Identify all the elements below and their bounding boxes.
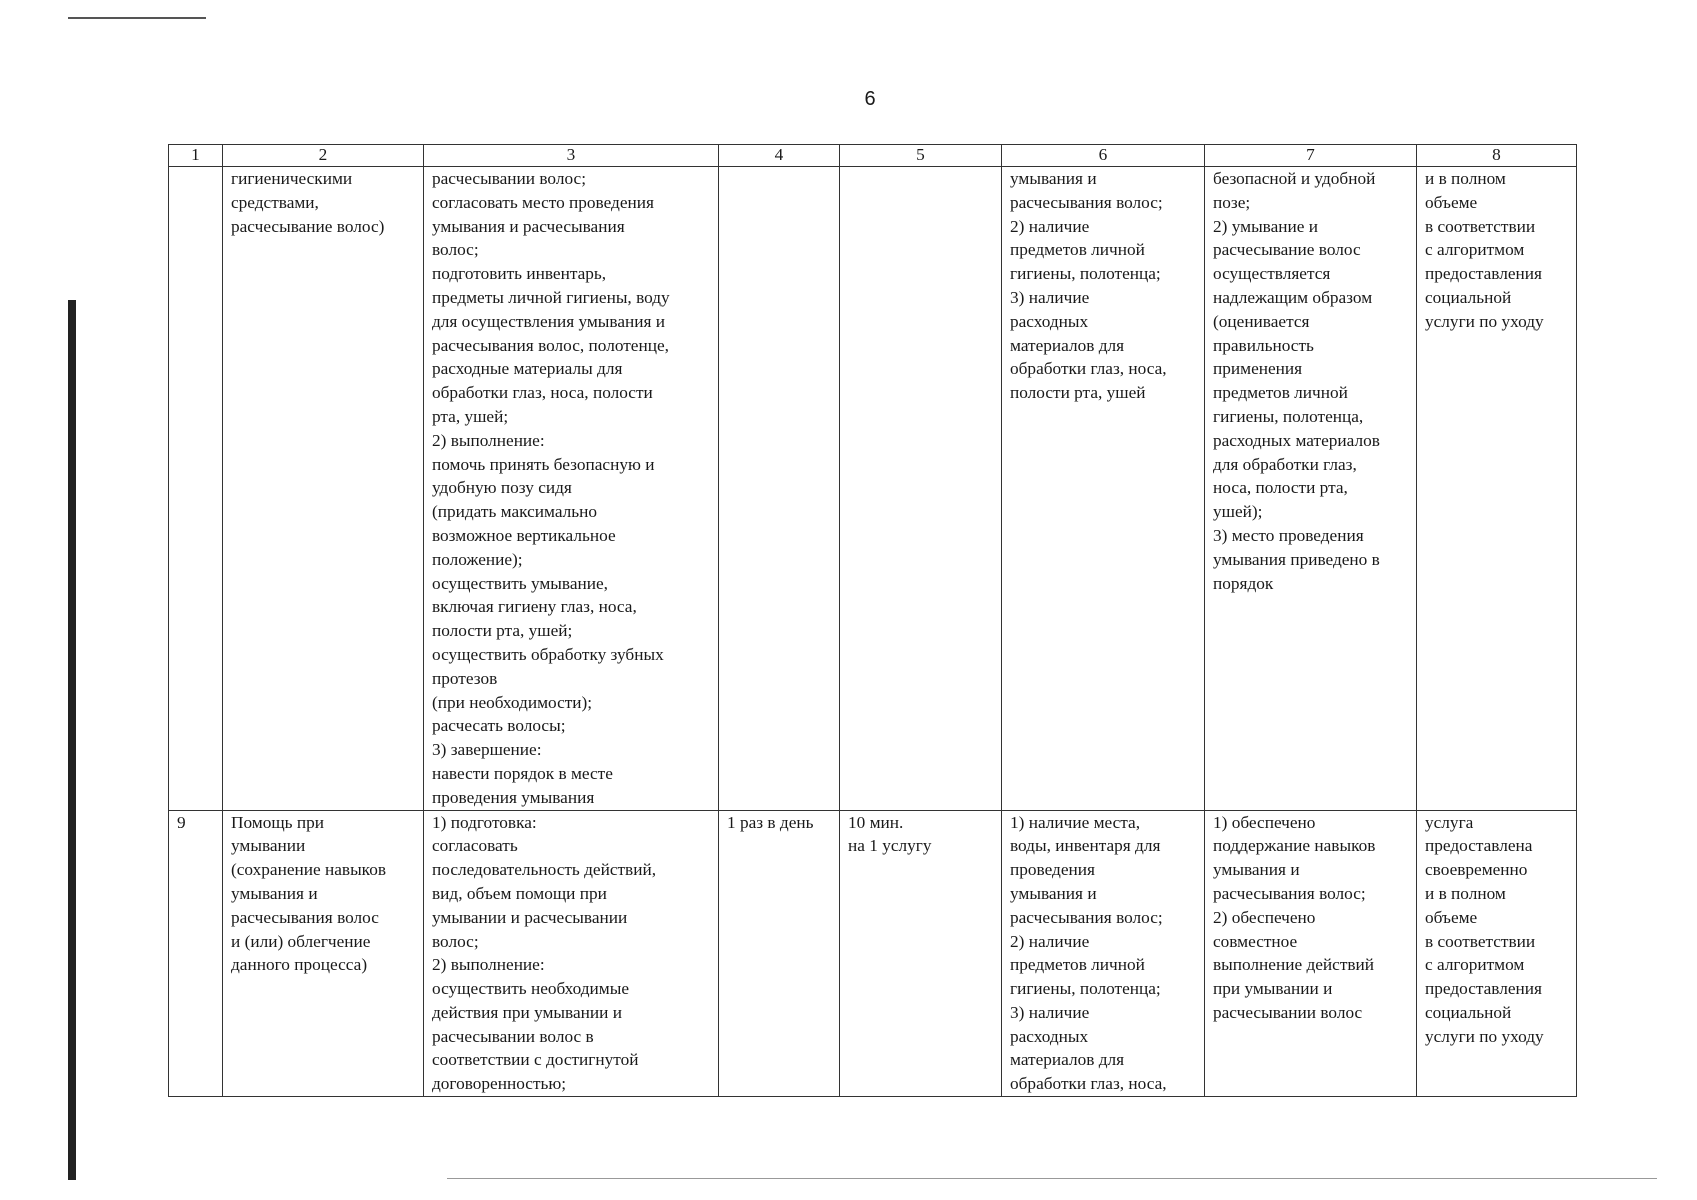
quality-indicators-cell: безопасной и удобной позе; 2) умывание и расчесывание волос осуществляется надлежащим образом (оценивается правильность применения предметов личной гигиены, полотенца, расходных материалов для обработки глаз, носа, полости рта, ушей); 3) место проведения умывания приведено в порядок bbox=[1205, 167, 1417, 811]
table-row bbox=[169, 167, 1577, 811]
conditions-cell: умывания и расчесывания волос; 2) наличие предметов личной гигиены, полотенца; 3) наличие расходных материалов для обработки глаз, носа, полости рта, ушей bbox=[1002, 167, 1205, 811]
column-header: 1 bbox=[169, 145, 223, 167]
column-header: 7 bbox=[1205, 145, 1417, 167]
column-header: 8 bbox=[1417, 145, 1577, 167]
frequency-cell: 1 раз в день bbox=[719, 810, 840, 1097]
column-header: 2 bbox=[223, 145, 424, 167]
service-name-cell: гигиеническими средствами, расчесывание волос) bbox=[223, 167, 424, 811]
column-header: 4 bbox=[719, 145, 840, 167]
page-number: 6 bbox=[864, 88, 876, 110]
column-header: 3 bbox=[424, 145, 719, 167]
row-number-cell bbox=[169, 167, 223, 811]
conditions-cell: 1) наличие места, воды, инвентаря для проведения умывания и расчесывания волос; 2) наличие предметов личной гигиены, полотенца; 3) наличие расходных материалов для обработки глаз, носа, bbox=[1002, 810, 1205, 1097]
column-header: 6 bbox=[1002, 145, 1205, 167]
bottom-rule bbox=[447, 1178, 1657, 1179]
service-table bbox=[168, 144, 1577, 1097]
column-header: 5 bbox=[840, 145, 1002, 167]
service-description-cell: 1) подготовка: согласовать последовательность действий, вид, объем помощи при умывании и расчесывании волос; 2) выполнение: осуществить необходимые действия при умывании и расчесывании волос в соответствии с достигнутой договоренностью; bbox=[424, 810, 719, 1097]
top-rule bbox=[68, 17, 206, 19]
evaluation-cell: услуга предоставлена своевременно и в полном объеме в соответствии с алгоритмом предоставления социальной услуги по уходу bbox=[1417, 810, 1577, 1097]
service-description-cell: расчесывании волос; согласовать место проведения умывания и расчесывания волос; подготовить инвентарь, предметы личной гигиены, воду для осуществления умывания и расчесывания волос, полотенце, расходные материалы для обработки глаз, носа, полости рта, ушей; 2) выполнение: помочь принять безопасную и удобную позу сидя (придать максимально возможное вертикальное положение); осуществить умывание, включая гигиену глаз, носа, полости рта, ушей; осуществить обработку зубных протезов (при необходимости); расчесать волосы; 3) завершение: навести порядок в месте проведения умывания bbox=[424, 167, 719, 811]
scan-edge-bar bbox=[68, 300, 76, 1180]
evaluation-cell: и в полном объеме в соответствии с алгоритмом предоставления социальной услуги по уходу bbox=[1417, 167, 1577, 811]
duration-cell: 10 мин. на 1 услугу bbox=[840, 810, 1002, 1097]
table-header-row bbox=[169, 145, 1577, 167]
row-number-cell: 9 bbox=[169, 810, 223, 1097]
service-name-cell: Помощь при умывании (сохранение навыков умывания и расчесывания волос и (или) облегчение данного процесса) bbox=[223, 810, 424, 1097]
table-row bbox=[169, 810, 1577, 1097]
frequency-cell bbox=[719, 167, 840, 811]
quality-indicators-cell: 1) обеспечено поддержание навыков умывания и расчесывания волос; 2) обеспечено совместное выполнение действий при умывании и расчесывании волос bbox=[1205, 810, 1417, 1097]
duration-cell bbox=[840, 167, 1002, 811]
